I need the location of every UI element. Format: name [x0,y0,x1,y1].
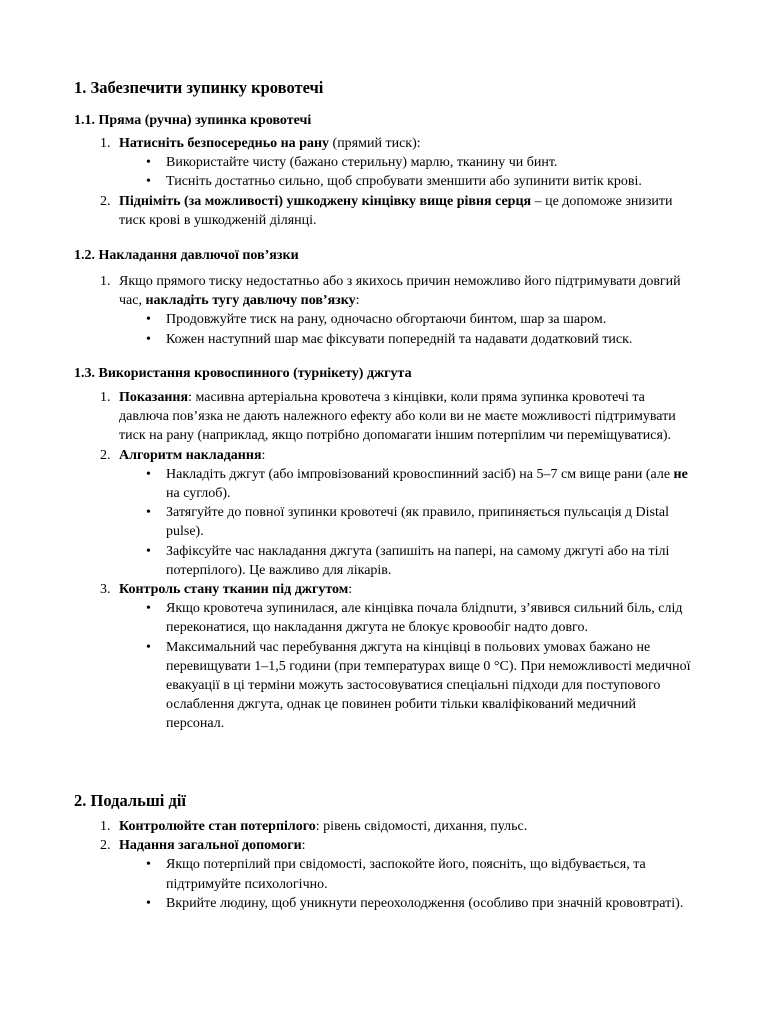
bullet-text: Накладіть джгут (або імпровізований кровоспинний засіб) на 5–7 см вище рани (але [166,466,674,482]
list-item [74,836,696,913]
emphasis-text: Контроль стану тканин під джгутом [119,582,349,598]
list-number: 2. [100,447,111,463]
bullet-item [74,330,696,349]
bullet-text: Затягуйте до повної зупинки кровотечі (як правило, припиняється пульсація д Distal pulse). [166,505,669,540]
bullet-icon: • [146,174,151,190]
bullet-item [74,172,696,191]
bullet-text: Тисніть достатньо сильно, щоб спробувати зменшити або зупинити витік крові. [166,174,642,190]
bullet-item [74,894,696,913]
bullet-icon: • [146,155,151,171]
section-2-heading: 2. Подальші дії [74,791,186,810]
emphasis-text: Надання загальної допомоги [119,838,302,854]
bullet-text: Якщо потерпілий при свідомості, заспокойте його, поясніть, що відбувається, та підтримуйте психологічно. [166,857,646,892]
section-1-2-heading: 1.2. Накладання давлючої пов’язки [74,248,299,263]
list-item [74,272,696,349]
section-1-2-list [74,272,696,349]
list-item [74,580,696,734]
emphasis-text: Алгоритм накладання [119,447,262,463]
item-text: : рівень свідомості, дихання, пульс. [315,819,528,834]
section-1-3-heading: 1.3. Використання кровоспинного (турнікету) джгута [74,366,412,381]
bullet-icon: • [146,601,151,617]
item-text: : масивна артеріальна кровотеча з кінцівки, коли пряма зупинка кровотечі та давлюча пов’язка не дають належного ефекту або коли ви не маєте можливості підтримувати тиск на рану (наприклад, якщо потрібно допомагати іншим потерпілим чи переміщуватися). [119,390,676,444]
bullet-icon: • [146,639,151,655]
list-item [74,192,696,230]
emphasis-text: накладіть тугу давлючу пов’язку [145,293,356,309]
section-2-list [74,817,696,913]
bullet-item [74,465,696,503]
section-1-1-heading: 1.1. Пряма (ручна) зупинка кровотечі [74,113,312,128]
bullet-item [74,542,696,580]
bullet-text: Максимальний час перебування джгута на кінцівці в польових умовах бажано не перевищувати 1–1,5 години (при температурах вище 0 °C). При неможливості медичної евакуації в ці терміни можуть застосовуватися спеціальні підходи для поступового ослаблення джгута, однак це повинен робити тільки кваліфікований медичний персонал. [166,639,691,732]
item-text: (прямий тиск): [329,136,421,151]
bullet-text: Зафіксуйте час накладання джгута (запишіть на папері, на самому джгуті або на тілі потерпілого). Це важливо для лікарів. [166,543,670,578]
bullet-item [74,638,696,734]
emphasis-text: Контролюйте стан потерпілого [119,819,316,834]
bullet-icon: • [146,857,151,873]
item-text: : [355,293,360,309]
bullet-text: на суглоб). [166,486,231,502]
bullet-item [74,599,696,637]
bullet-item [74,855,696,893]
bullet-icon: • [146,543,151,559]
list-number: 1. [100,390,111,405]
list-number: 1. [100,136,111,151]
section-1-3-list [74,388,696,734]
bullet-item [74,503,696,541]
list-number: 3. [100,582,111,598]
bullet-text: Якщо кровотеча зупинилася, але кінцівка почала блідnuти, з’явився сильний біль, слід переконатися, що накладання джгута не блокує кровообіг надто довго. [166,601,683,636]
section-1-1-list [74,134,696,230]
list-number: 2. [100,838,111,854]
emphasis-text: не [673,466,688,482]
bullet-item [74,310,696,329]
list-number: 2. [100,193,111,209]
bullet-text: Продовжуйте тиск на рану, одночасно обгортаючи бинтом, шар за шаром. [166,312,607,328]
item-text: : [261,447,266,463]
list-number: 1. [100,274,111,289]
list-item [74,446,696,580]
item-text: – це допоможе знизити тиск крові в ушкодженій ділянці. [119,193,673,228]
item-text: : [348,582,353,598]
bullet-icon: • [146,466,151,482]
bullet-icon: • [146,312,151,328]
emphasis-text: Показання [119,390,189,405]
item-text: : [301,838,306,854]
bullet-text: Кожен наступний шар має фіксувати попередній та надавати додатковий тиск. [166,331,633,347]
list-item [74,134,696,192]
emphasis-text: Підніміть (за можливості) ушкоджену кінцівку вище рівня серця [119,193,532,209]
bullet-icon: • [146,331,151,347]
list-item [74,388,696,446]
bullet-item [74,153,696,172]
emphasis-text: Натисніть безпосередньо на рану [119,136,330,151]
list-item [74,817,696,836]
section-1-heading: 1. Забезпечити зупинку кровотечі [74,78,324,97]
bullet-icon: • [146,895,151,911]
bullet-text: Використайте чисту (бажано стерильну) марлю, тканину чи бинт. [166,155,558,171]
bullet-text: Вкрийте людину, щоб уникнути переохолодження (особливо при значній крововтраті). [166,895,684,911]
list-number: 1. [100,819,111,834]
item-text: Якщо прямого тиску недостатньо або з якихось причин неможливо його підтримувати довгий час, [119,274,681,309]
bullet-icon: • [146,505,151,521]
